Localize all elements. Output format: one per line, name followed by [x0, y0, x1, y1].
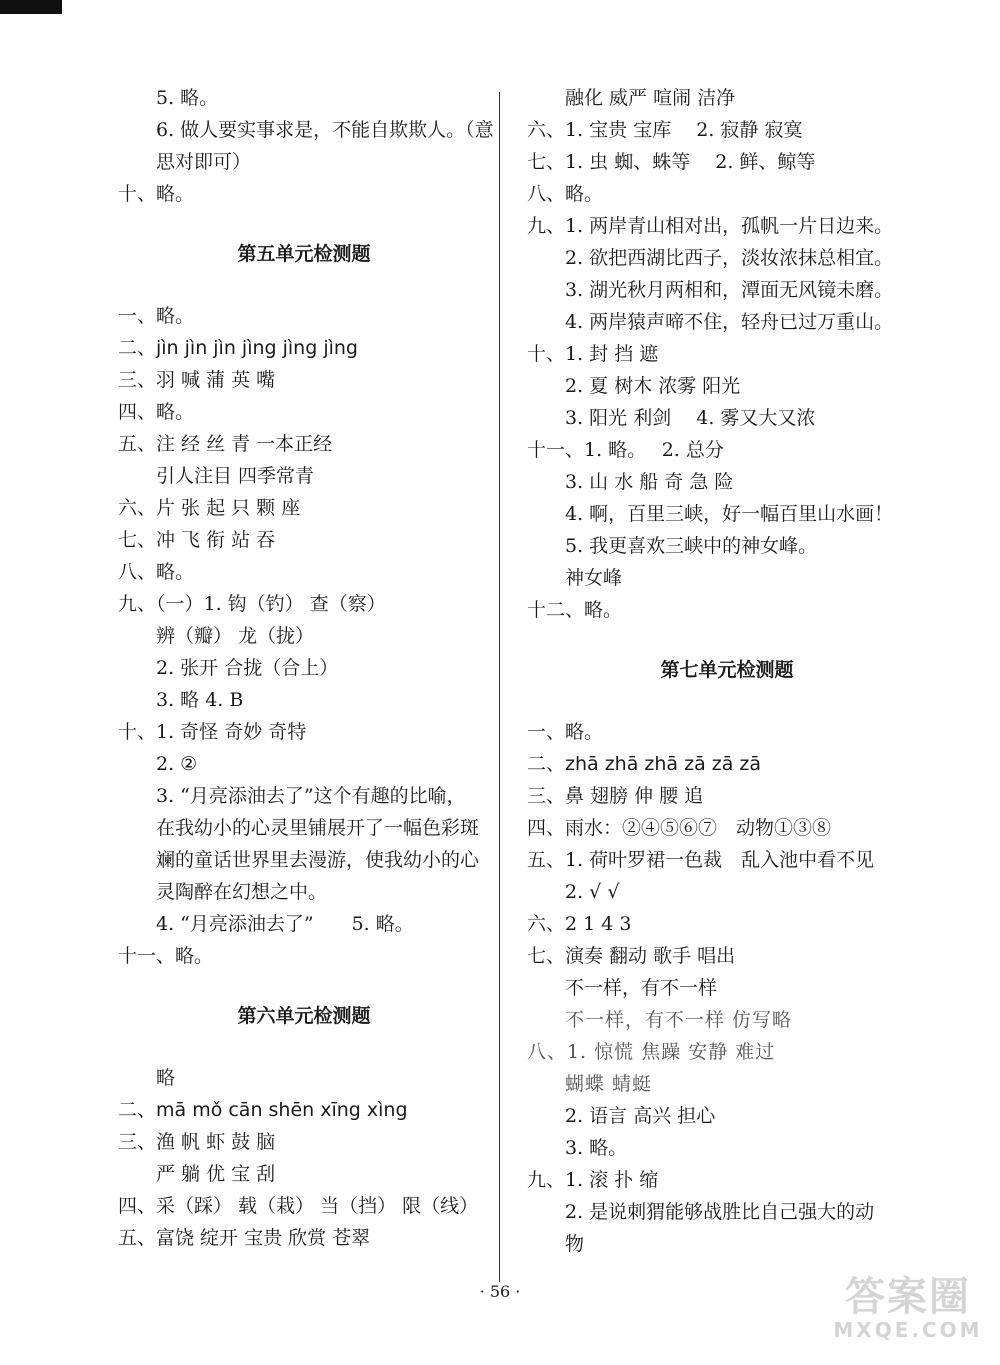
answer-line: 3. 山 水 船 奇 急 险 — [565, 471, 734, 493]
answer-line: 六、片 张 起 只 颗 座 — [118, 497, 301, 519]
answer-line: 十、1. 封 挡 遮 — [527, 343, 659, 365]
left-answers-unit4-tail — [118, 82, 494, 210]
answer-line: 四、采（踩） 载（栽） 当（挡） 限（线） — [118, 1195, 479, 1217]
answer-line: 七、演奏 翻动 歌手 唱出 — [527, 945, 736, 967]
answer-line: 三、鼻 翅膀 伸 腰 追 — [527, 785, 704, 807]
answer-line: 思对即可） — [156, 151, 252, 173]
answer-line: 二、zhā zhā zhā zā zā zā — [527, 753, 762, 775]
answer-line: 辨（瓣） 龙（拢） — [156, 625, 315, 647]
answer-line: 2. 张开 合拢（合上） — [156, 657, 339, 679]
answer-line: 八、1. 惊慌 焦躁 安静 难过 — [527, 1041, 776, 1063]
answer-line: 十一、略。 — [118, 945, 214, 967]
answer-line: 三、羽 喊 蒲 英 嘴 — [118, 369, 276, 391]
top-edge-bar — [0, 0, 62, 14]
answer-line: 一、略。 — [527, 721, 604, 743]
answer-line: 一、略。 — [118, 305, 195, 327]
answer-line: 十一、1. 略。 2. 总分 — [527, 439, 724, 461]
answer-line: 5. 略。 — [156, 87, 219, 109]
answer-line: 二、jìn jìn jìn jìng jìng jìng — [118, 337, 358, 359]
answer-line: 灵陶醉在幻想之中。 — [156, 881, 328, 903]
answer-line: 2. 语言 高兴 担心 — [565, 1105, 716, 1127]
answer-line: 十、略。 — [118, 183, 195, 205]
answer-line: 4. 两岸猿声啼不住，轻舟已过万重山。 — [565, 311, 894, 333]
watermark-logo — [828, 1275, 988, 1347]
left-column — [118, 82, 494, 1254]
heading-unit7: 第七单元检测题 — [660, 659, 794, 681]
answer-line: 略 — [156, 1067, 176, 1089]
column-divider — [499, 92, 500, 1282]
heading-unit5: 第五单元检测题 — [237, 243, 371, 265]
answer-line: 八、略。 — [118, 561, 195, 583]
answer-line: 融化 威严 喧闹 洁净 — [565, 87, 736, 109]
answer-line: 物 — [565, 1233, 585, 1255]
answer-line: 4. 啊，百里三峡，好一幅百里山水画！ — [565, 503, 894, 525]
unit6-answers-continued — [527, 82, 927, 626]
unit7-answers — [527, 716, 927, 1260]
heading-unit6: 第六单元检测题 — [237, 1005, 371, 1027]
answer-line: 2. 是说刺猬能够战胜比自己强大的动 — [565, 1201, 875, 1223]
answer-line: 十二、略。 — [527, 599, 623, 621]
answer-line: 六、1. 宝贵 宝库 2. 寂静 寂寞 — [527, 119, 803, 141]
answer-line: 3. 湖光秋月两相和，潭面无风镜未磨。 — [565, 279, 894, 301]
answer-line: 不一样，有不一样 — [565, 977, 718, 999]
answer-line: 2. 夏 树木 浓雾 阳光 — [565, 375, 741, 397]
answer-line: 五、富饶 绽开 宝贵 欣赏 苍翠 — [118, 1227, 371, 1249]
answer-line: 5. 我更喜欢三峡中的神女峰。 — [565, 535, 818, 557]
right-column — [527, 82, 927, 1260]
answer-line: 四、略。 — [118, 401, 195, 423]
answer-line: 3. 阳光 利剑 4. 雾又大又浓 — [565, 407, 816, 429]
unit5-answers — [118, 300, 490, 972]
answer-line: 2. 欲把西湖比西子，淡妆浓抹总相宜。 — [565, 247, 894, 269]
answer-line: 三、渔 帆 虾 鼓 脑 — [118, 1131, 276, 1153]
answer-line: 九、1. 滚 扑 缩 — [527, 1169, 659, 1191]
answer-line: 不一样，有不一样 仿写略 — [565, 1009, 793, 1031]
answer-line: 二、mā mǒ cān shēn xīng xìng — [118, 1099, 408, 1121]
page-number: · 56 · — [479, 1282, 521, 1301]
answer-line: 神女峰 — [565, 567, 623, 589]
answer-line: 6. 做人要实事求是，不能自欺欺人。（意 — [156, 119, 494, 141]
answer-line: 3. 略 4. B — [156, 689, 244, 711]
answer-line: 在我幼小的心灵里铺展开了一幅色彩斑 — [156, 817, 480, 839]
answer-line: 七、冲 飞 衔 站 吞 — [118, 529, 276, 551]
watermark-title: 答案圈 — [845, 1274, 971, 1320]
answer-line: 十、1. 奇怪 奇妙 奇特 — [118, 721, 307, 743]
answer-line: 五、1. 荷叶罗裙一色裁 乱入池中看不见 — [527, 849, 875, 871]
answer-line: 3. 略。 — [565, 1137, 628, 1159]
answer-line: 九、（一）1. 钩（钓） 查（察） — [118, 593, 386, 615]
answer-line: 五、注 经 丝 青 一本正经 — [118, 433, 333, 455]
answer-line: 3. “月亮添油去了”这个有趣的比喻， — [156, 785, 466, 807]
answer-line: 四、雨水：②④⑤⑥⑦ 动物①③⑧ — [527, 817, 832, 839]
answer-line: 九、1. 两岸青山相对出，孤帆一片日边来。 — [527, 215, 894, 237]
answer-line: 斓的童话世界里去漫游，使我幼小的心 — [156, 849, 480, 871]
answer-line: 2. √ √ — [565, 881, 620, 903]
answer-line: 引人注目 四季常青 — [156, 465, 315, 487]
answer-line: 蝴蝶 蜻蜓 — [565, 1073, 653, 1095]
answer-line: 2. ② — [156, 753, 198, 775]
watermark-domain: MXQE.COM — [833, 1318, 983, 1342]
answer-line: 4. “月亮添油去了” 5. 略。 — [156, 913, 414, 935]
answer-line: 八、略。 — [527, 183, 604, 205]
answer-line: 六、2 1 4 3 — [527, 913, 632, 935]
unit6-answers — [118, 1062, 490, 1254]
answer-line: 七、1. 虫 蜘、蛛等 2. 鲜、鲸等 — [527, 151, 816, 173]
answer-line: 严 躺 优 宝 刮 — [156, 1163, 276, 1185]
